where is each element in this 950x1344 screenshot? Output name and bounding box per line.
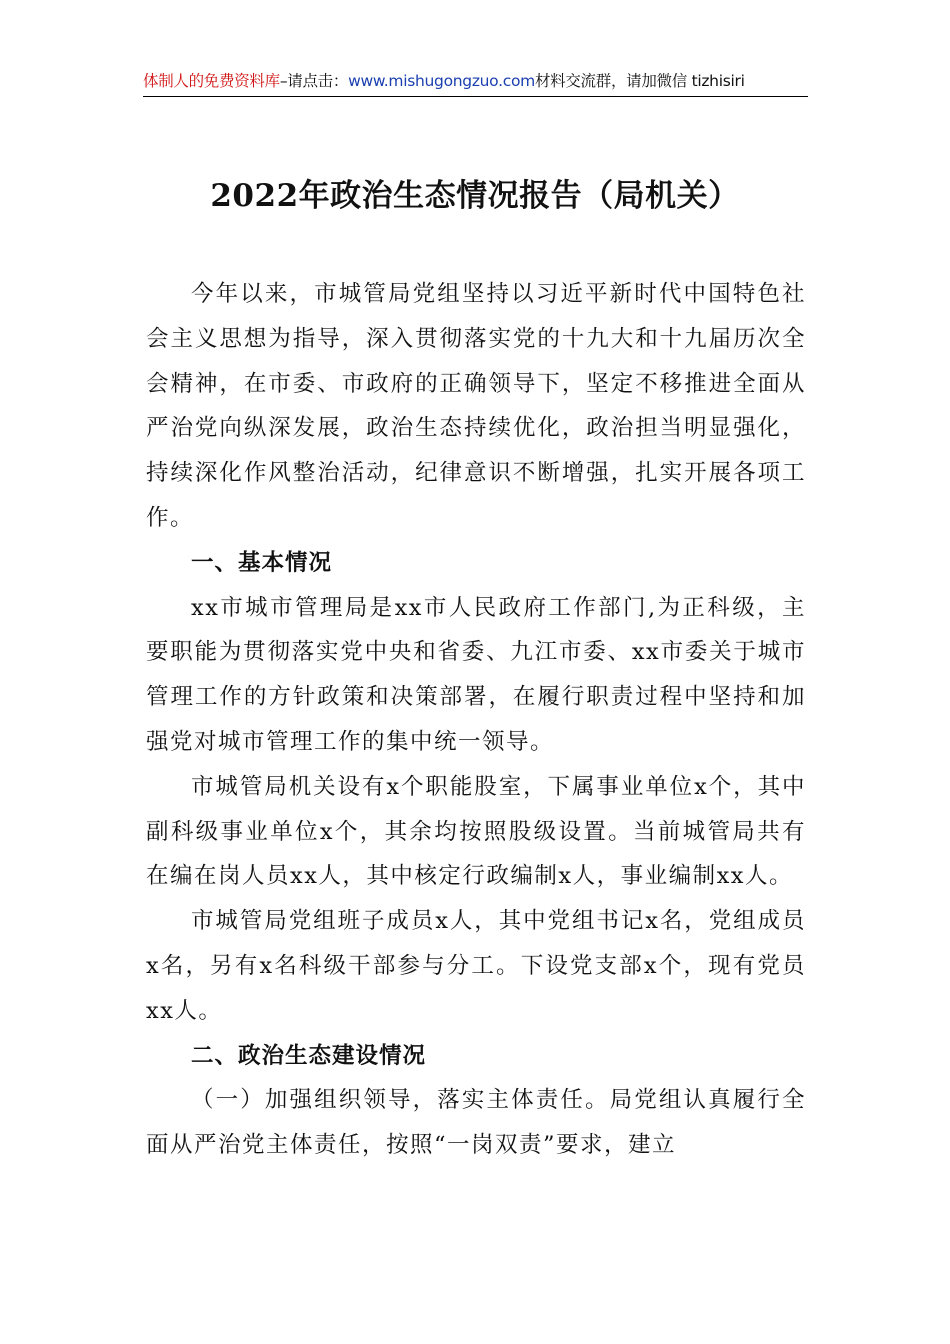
basic-paragraph-2: 市城管局机关设有x个职能股室，下属事业单位x个，其中副科级事业单位x个，其余均按照股级设置。当前城管局共有在编在岗人员xx人，其中核定行政编制x人，事业编制xx人。 <box>146 773 806 890</box>
document-body <box>146 272 806 1168</box>
header-contact: 材料交流群，请加微信 tizhisiri <box>534 72 745 90</box>
header-brand: 体制人的免费资料库 <box>143 72 280 90</box>
header-prompt: –请点击： <box>279 72 349 90</box>
document-title: 2022年政治生态情况报告（局机关） <box>210 178 740 214</box>
basic-paragraph-1: xx市城市管理局是xx市人民政府工作部门,为正科级，主要职能为贯彻落实党中央和省委、九江市委、xx市委关于城市管理工作的方针政策和决策部署，在履行职责过程中坚持和加强党对城市管理工作的集中统一领导。 <box>146 594 806 755</box>
basic-paragraph-3: 市城管局党组班子成员x人，其中党组书记x名，党组成员x名，另有x名科级干部参与分工。下设党支部x个，现有党员xx人。 <box>146 908 806 1024</box>
header-url-link[interactable]: www.mishugongzuo.com <box>348 72 535 90</box>
section-heading-ecology: 二、政治生态建设情况 <box>191 1042 427 1069</box>
section-heading-basic: 一、基本情况 <box>191 549 333 576</box>
intro-paragraph: 今年以来，市城管局党组坚持以习近平新时代中国特色社会主义思想为指导，深入贯彻落实党的十九大和十九届历次全会精神，在市委、市政府的正确领导下，坚定不移推进全面从严治党向纵深发展，政治生态持续优化，政治担当明显强化，持续深化作风整治活动，纪律意识不断增强，扎实开展各项工作。 <box>146 281 806 531</box>
ecology-paragraph-1: （一）加强组织领导，落实主体责任。局党组认真履行全面从严治党主体责任，按照“一岗双责”要求，建立 <box>146 1087 806 1159</box>
page-header <box>143 66 808 97</box>
